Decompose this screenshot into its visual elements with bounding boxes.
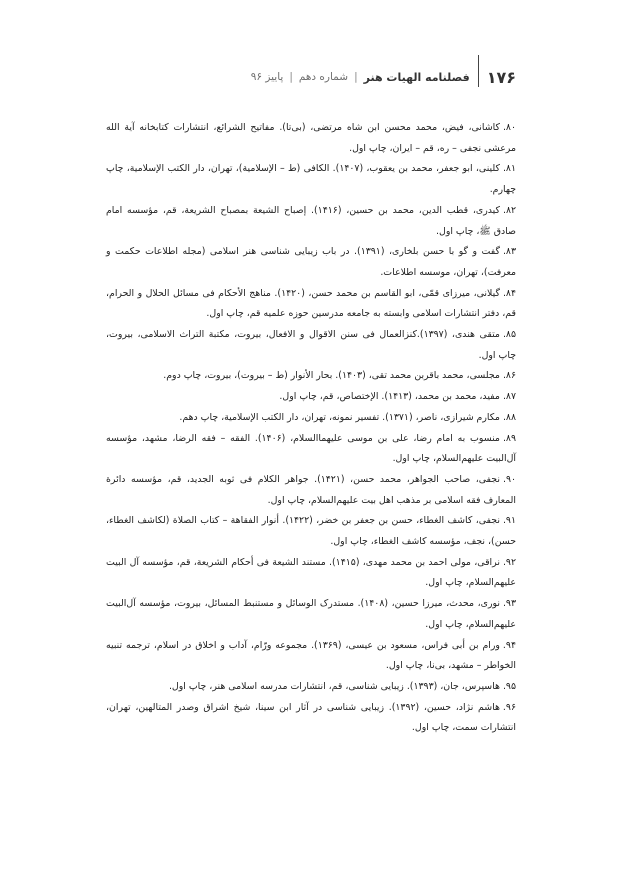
season-label: پاییز ۹۶ [250,71,284,83]
reference-number: ۸۶. [502,370,516,382]
reference-item [106,325,516,366]
reference-text: مفید، محمد بن محمد، (۱۴۱۳). الإختصاص، قم، چاپ اول. [279,391,500,403]
header-separator: | [289,71,293,83]
reference-number: ۸۵. [502,329,516,341]
reference-text: هاسپرس، جان، (۱۳۹۳). زیبایی شناسی، قم، انتشارات مدرسه اسلامی هنر، چاپ اول. [168,680,500,692]
reference-number: ۹۴. [502,639,516,651]
reference-text: ورام بن أبی فراس، مسعود بن عیسی، (۱۳۶۹). مجموعه ورّام، آداب و اخلاق در اسلام، ترجمه تنبیه الخواطر – مشهد، بی‌نا، چاپ اول. [106,639,516,672]
reference-item [106,677,516,698]
reference-text: منسوب به امام رضا، علی بن موسی علیهماالسلام، (۱۴۰۶). الفقه – فقه الرضا، مشهد، مؤسسه آل‌البیت علیهم‌السلام، چاپ اول. [106,432,516,465]
reference-text: هاشم نژاد، حسین، (۱۳۹۲). زیبایی شناسی در آثار ابن سینا، شیخ اشراق وصدر المتالهین، تهران، انتشارات سمت، چاپ اول. [106,701,516,734]
reference-text: نجفی، صاحب الجواهر، محمد حسن، (۱۴۲۱). جواهر الکلام فی ثوبه الجدید، قم، مؤسسه دائرة المعارف فقه اسلامی بر مذهب اهل بیت علیهم‌السلام، چاپ اول. [106,473,516,506]
reference-number: ۸۷. [502,391,516,403]
page-number: ۱۷۶ [486,67,516,87]
reference-item [106,118,516,159]
reference-number: ۸۱. [502,163,516,175]
reference-text: کیدری، قطب الدین، محمد بن حسین، (۱۴۱۶). إصباح الشیعة بمصباح الشریعة، قم، مؤسسه امام صادق ﷺ، چاپ اول. [106,204,516,237]
reference-item [106,429,516,470]
reference-item [106,284,516,325]
header-separator: | [354,71,358,83]
reference-number: ۹۱. [502,515,516,527]
reference-text: کلینی، ابو جعفر، محمد بن یعقوب، (۱۴۰۷). الکافی (ط – الإسلامیة)، تهران، دار الکتب الإسلامیة، چاپ چهارم. [106,163,516,196]
reference-item [106,387,516,408]
reference-list [106,118,516,739]
reference-text: نجفی، کاشف الغطاء، حسن بن جعفر بن خضر، (۱۴۲۲). أنوار الفقاهة – کتاب الصلاة (لکاشف الغطاء، حسن)، نجف، مؤسسه کاشف الغطاء، چاپ اول. [106,515,516,548]
reference-text: نراقی، مولی احمد بن محمد مهدی، (۱۴۱۵). مستند الشیعة فی أحکام الشریعة، قم، مؤسسه آل البیت علیهم‌السلام، چاپ اول. [106,556,516,589]
reference-item [106,636,516,677]
reference-text: گفت و گو با حسن بلخاری، (۱۳۹۱). در باب زیبایی شناسی هنر اسلامی (مجله اطلاعات حکمت و معرفت)، تهران، موسسه اطلاعات. [106,246,516,278]
reference-number: ۹۲. [502,556,516,568]
reference-text: متقی هندی، (۱۳۹۷).کنزالعمال فی سنن الاقوال و الافعال، بیروت، مکتبة التراث الاسلامی، بیروت، چاپ اول. [106,329,516,361]
reference-number: ۸۳. [502,246,516,258]
reference-item [106,159,516,200]
reference-number: ۹۶. [502,701,516,713]
reference-item [106,201,516,242]
reference-item [106,511,516,552]
reference-text: نوری، محدث، میرزا حسین، (۱۴۰۸). مستدرک الوسائل و مستنبط المسائل، بیروت، مؤسسه آل‌البیت علیهم‌السلام، چاپ اول. [106,598,516,630]
reference-number: ۸۹. [502,432,516,444]
issue-label: شماره دهم [298,71,349,83]
reference-number: ۸۰. [502,122,516,133]
reference-item [106,698,516,739]
reference-item [106,594,516,635]
reference-item [106,242,516,283]
reference-text: مجلسی، محمد باقربن محمد تقی، (۱۴۰۳). بحار الأنوار (ط – بیروت)، بیروت، چاپ دوم. [163,370,500,382]
journal-name: فصلنامه الهیات هنر [363,70,470,84]
reference-item [106,408,516,429]
reference-number: ۹۰. [502,473,517,485]
reference-number: ۸۸. [502,411,516,423]
reference-number: ۸۲. [502,204,517,216]
reference-item [106,366,516,387]
reference-item [106,553,516,594]
reference-text: گیلانی، میرزای قمّی، ابو القاسم بن محمد حسن، (۱۴۲۰). مناهج الأحکام فی مسائل الحلال و الحرام، قم، دفتر انتشارات اسلامی وابسته به جامعه مدرسین حوزه علمیه قم، چاپ اول. [106,287,516,320]
reference-number: ۸۴. [502,287,516,299]
running-header [251,62,516,92]
reference-number: ۹۳. [502,598,516,610]
reference-text: کاشانی، فیض، محمد محسن ابن شاه مرتضی، (بی‌تا). مفاتیح الشرائع، انتشارات کتابخانه آیة الله مرعشی نجفی – ره، قم – ایران، چاپ اول. [106,122,516,154]
reference-number: ۹۵. [502,680,516,692]
header-divider [478,55,479,87]
reference-item [106,470,516,511]
reference-text: مکارم شیرازی، ناصر، (۱۳۷۱). تفسیر نمونه، تهران، دار الکتب الإسلامیة، چاپ دهم. [179,411,500,423]
